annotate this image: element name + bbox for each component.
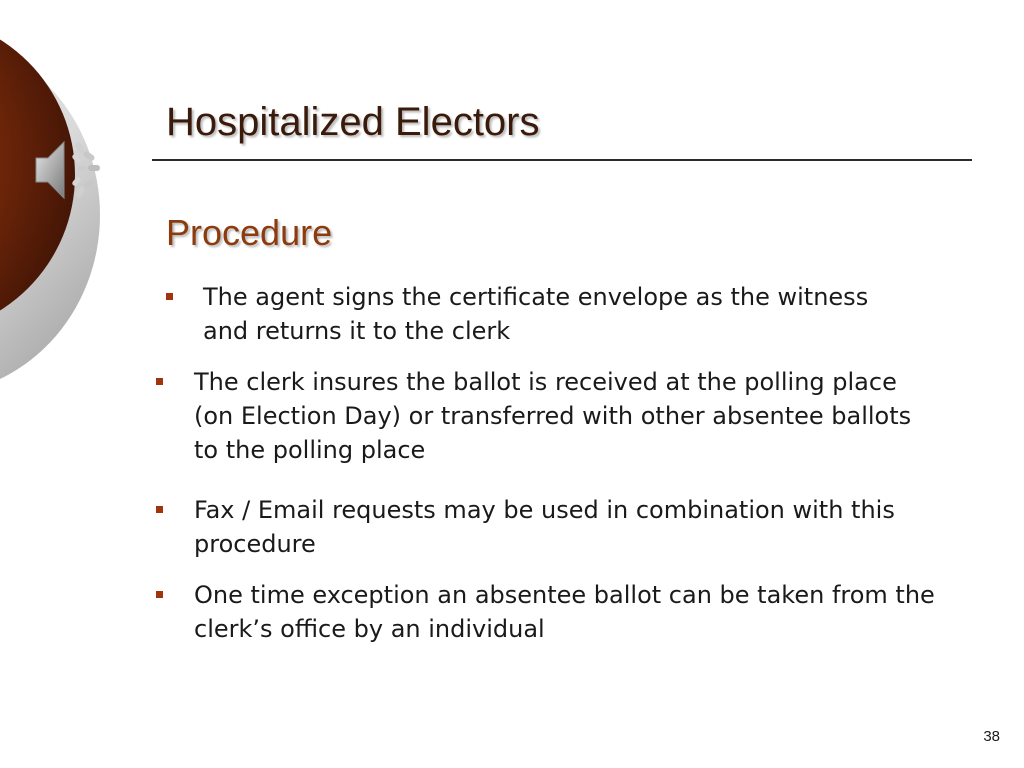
bullet-item	[166, 280, 886, 348]
bullet-square-icon	[166, 293, 173, 300]
bullet-text: One time exception an absentee ballot can be taken from the clerk’s office by an individual	[194, 581, 935, 643]
decorative-swoosh	[0, 0, 140, 420]
bullet-text: The agent signs the certificate envelope as the witness and returns it to the clerk	[203, 283, 869, 345]
slide-title: Hospitalized Electors	[166, 100, 540, 144]
bullet-text: The clerk insures the ballot is received at the polling place (on Election Day) or transferred with other absentee ballots to the polling place	[194, 368, 912, 464]
bullet-square-icon	[156, 378, 163, 385]
bullet-item	[156, 365, 936, 467]
page-number: 38	[983, 728, 1000, 745]
bullet-item	[156, 493, 936, 561]
title-divider	[152, 159, 972, 161]
speaker-icon[interactable]	[30, 132, 108, 208]
bullet-square-icon	[156, 591, 163, 598]
bullet-item	[156, 578, 936, 646]
bullet-text: Fax / Email requests may be used in combination with this procedure	[194, 496, 895, 558]
slide-subtitle: Procedure	[166, 212, 333, 253]
bullet-square-icon	[156, 506, 163, 513]
